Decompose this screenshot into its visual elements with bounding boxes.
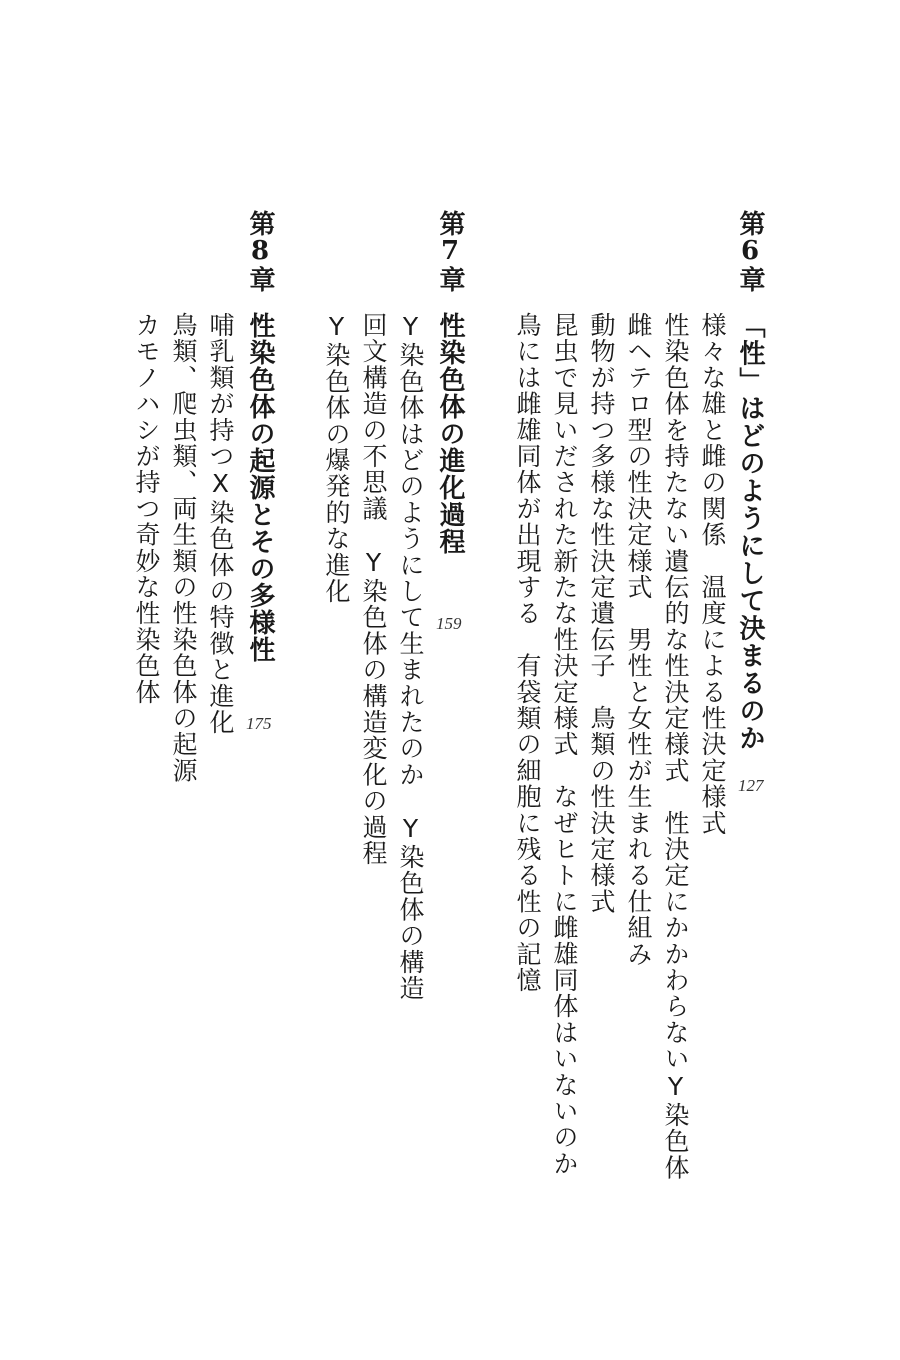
chapter-6-section-4: 動物が持つ多様な性決定遺伝子 鳥類の性決定様式 xyxy=(587,312,616,915)
chapter-6-section-5: 昆虫で見いだされた新たな性決定様式 なぜヒトに雌雄同体はいないのか xyxy=(550,312,579,1177)
chapter-7-section-1: Y染色体はどのようにして生まれたのか Y染色体の構造 xyxy=(396,312,425,1002)
chapter-6-label: 第6章 xyxy=(735,210,765,292)
chapter-6-section-2: 性染色体を持たない遺伝的な性決定様式 性決定にかかわらないY染色体 xyxy=(661,312,690,1181)
chapter-6-section-3: 雌ヘテロ型の性決定様式 男性と女性が生まれる仕組み xyxy=(624,312,653,967)
chapter-8-section-2: 鳥類、爬虫類、両生類の性染色体の起源 xyxy=(169,312,198,784)
chapter-7-page-number: 159 xyxy=(436,614,462,633)
chapter-6-section-1: 様々な雄と雌の関係 温度による性決定様式 xyxy=(698,312,727,836)
chapter-6-section-6: 鳥には雌雄同体が出現する 有袋類の細胞に残る性の記憶 xyxy=(513,312,542,994)
chapter-7-section-2: 回文構造の不思議 Y染色体の構造変化の過程 xyxy=(359,312,388,867)
chapter-8-section-3: カモノハシが持つ奇妙な性染色体 xyxy=(132,312,161,705)
chapter-8-section-1: 哺乳類が持つX染色体の特徴と進化 xyxy=(206,312,235,736)
chapter-8-page-number: 175 xyxy=(246,714,272,733)
chapter-6-page-number: 127 xyxy=(738,776,764,795)
chapter-8-title: 性染色体の起源とその多様性 xyxy=(245,312,275,663)
chapter-7-section-3: Y染色体の爆発的な進化 xyxy=(322,312,351,605)
chapter-7-label: 第7章 xyxy=(435,210,465,292)
chapter-8-label: 第8章 xyxy=(245,210,275,292)
chapter-7-title: 性染色体の進化過程 xyxy=(435,312,465,555)
chapter-6-title: 「性」はどのようにして決まるのか xyxy=(735,312,765,752)
